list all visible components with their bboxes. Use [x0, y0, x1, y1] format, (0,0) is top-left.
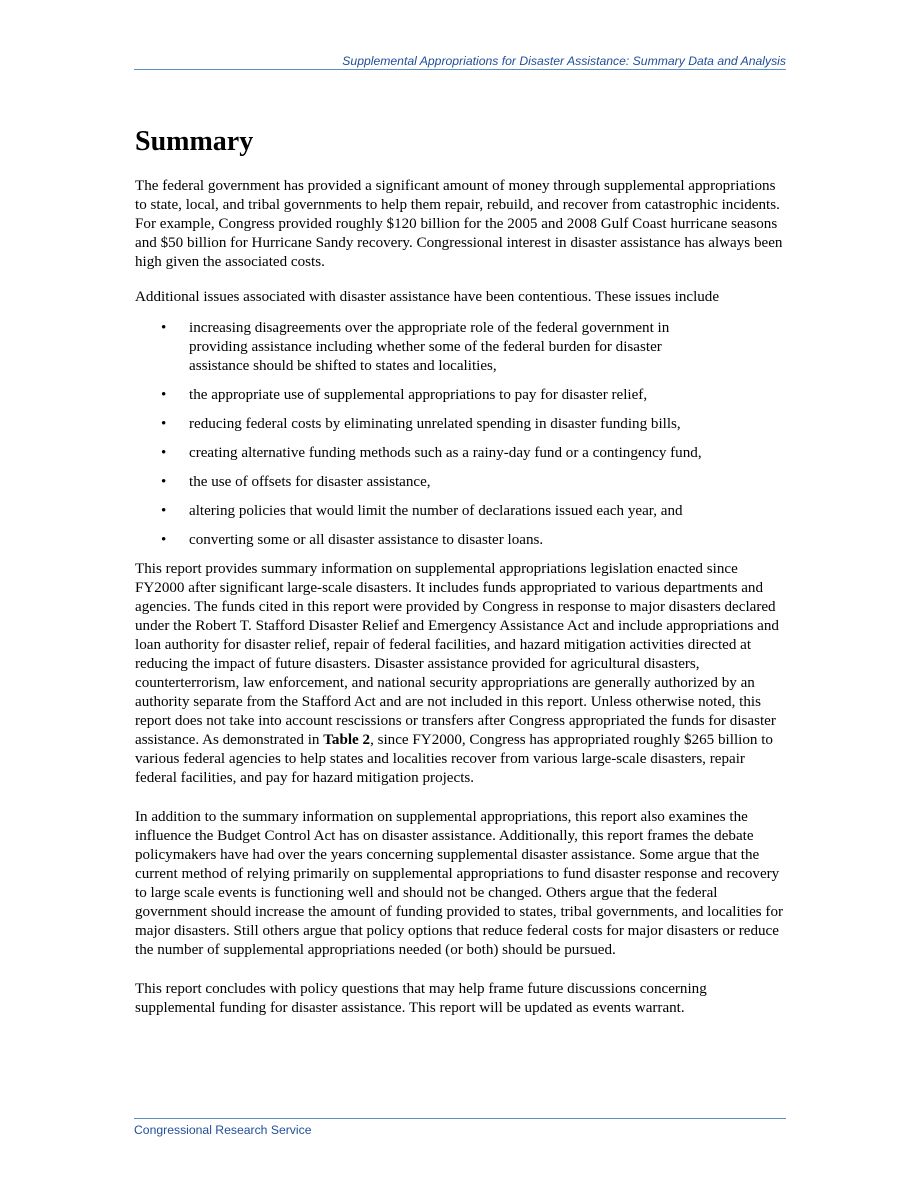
bullet-icon: •	[161, 532, 167, 548]
running-header	[134, 54, 786, 70]
list-item	[135, 531, 787, 550]
list-item	[135, 502, 787, 521]
bullet-icon: •	[161, 416, 167, 432]
bullet-icon: •	[161, 503, 167, 519]
table-2-reference: Table 2	[323, 732, 371, 748]
running-header-title: Supplemental Appropriations for Disaster Assistance: Summary Data and Analysis	[342, 54, 786, 68]
list-item-text: increasing disagreements over the appropriate role of the federal government in providing assistance including whether some of the federal burden for disaster assistance should be shifted to states and localities,	[189, 320, 670, 374]
summary-paragraph-4: In addition to the summary information on supplemental appropriations, this report also examines the influence the Budget Control Act has on disaster assistance. Additionally, this report frames the debate policymakers have had over the years concerning supplemental disaster assistance. Some argue that the current method of relying primarily on supplemental appropriations to fund disaster response and recovery to large scale events is functioning well and should not be changed. Others argue that the federal government should increase the amount of funding provided to states, tribal governments, and localities for major disasters. Still others argue that policy options that reduce federal costs for major disasters or reduce the number of supplemental appropriations needed (or both) should be pursued.	[135, 809, 784, 958]
summary-paragraph-5: This report concludes with policy questions that may help frame future discussions concerning supplemental funding for disaster assistance. This report will be updated as events warrant.	[135, 981, 707, 1016]
list-item	[135, 415, 787, 434]
page-content	[135, 120, 787, 1018]
issues-bullet-list	[135, 319, 787, 550]
list-item	[135, 319, 787, 376]
footer-organization: Congressional Research Service	[134, 1123, 312, 1137]
list-item-text: altering policies that would limit the number of declarations issued each year, and	[189, 503, 683, 519]
summary-paragraph-2: Additional issues associated with disaster assistance have been contentious. These issues include	[135, 289, 720, 305]
summary-paragraph-3	[135, 560, 787, 788]
paragraph-3-text-b: , since FY2000, Congress has appropriated roughly $265 billion to various federal agencies to help states and localities recover from various large-scale disasters, repair federal facilities, and pay for hazard mitigation projects.	[135, 732, 773, 786]
list-item-text: reducing federal costs by eliminating unrelated spending in disaster funding bills,	[189, 416, 681, 432]
list-item-text: converting some or all disaster assistance to disaster loans.	[189, 532, 544, 548]
bullet-icon: •	[161, 445, 167, 461]
bullet-icon: •	[161, 474, 167, 490]
list-item-text: the use of offsets for disaster assistance,	[189, 474, 431, 490]
paragraph-3-text-a: This report provides summary information on supplemental appropriations legislation enacted since FY2000 after significant large-scale disasters. It includes funds appropriated to various departments and agencies. The funds cited in this report were provided by Congress in response to major disasters declared under the Robert T. Stafford Disaster Relief and Emergency Assistance Act and include appropriations and loan authority for disaster relief, repair of federal facilities, and hazard mitigation activities directed at reducing the impact of future disasters. Disaster assistance provided for agricultural disasters, counterterrorism, law enforcement, and national security appropriations are generally authorized by an authority separate from the Stafford Act and are not included in this report. Unless otherwise noted, this report does not take into account rescissions or transfers after Congress appropriated the funds for disaster assistance. As demonstrated in	[135, 561, 779, 748]
summary-heading: Summary	[135, 126, 254, 157]
running-footer	[134, 1118, 786, 1137]
list-item-text: creating alternative funding methods such as a rainy-day fund or a contingency fund,	[189, 445, 702, 461]
list-item-text: the appropriate use of supplemental appropriations to pay for disaster relief,	[189, 387, 648, 403]
summary-paragraph-1: The federal government has provided a significant amount of money through supplemental appropriations to state, local, and tribal governments to help them repair, rebuild, and recover from catastrophic incidents. For example, Congress provided roughly $120 billion for the 2005 and 2008 Gulf Coast hurricane seasons and $50 billion for Hurricane Sandy recovery. Congressional interest in disaster assistance has always been high given the associated costs.	[135, 178, 783, 270]
list-item	[135, 386, 787, 405]
bullet-icon: •	[161, 320, 167, 336]
list-item	[135, 444, 787, 463]
list-item	[135, 473, 787, 492]
bullet-icon: •	[161, 387, 167, 403]
